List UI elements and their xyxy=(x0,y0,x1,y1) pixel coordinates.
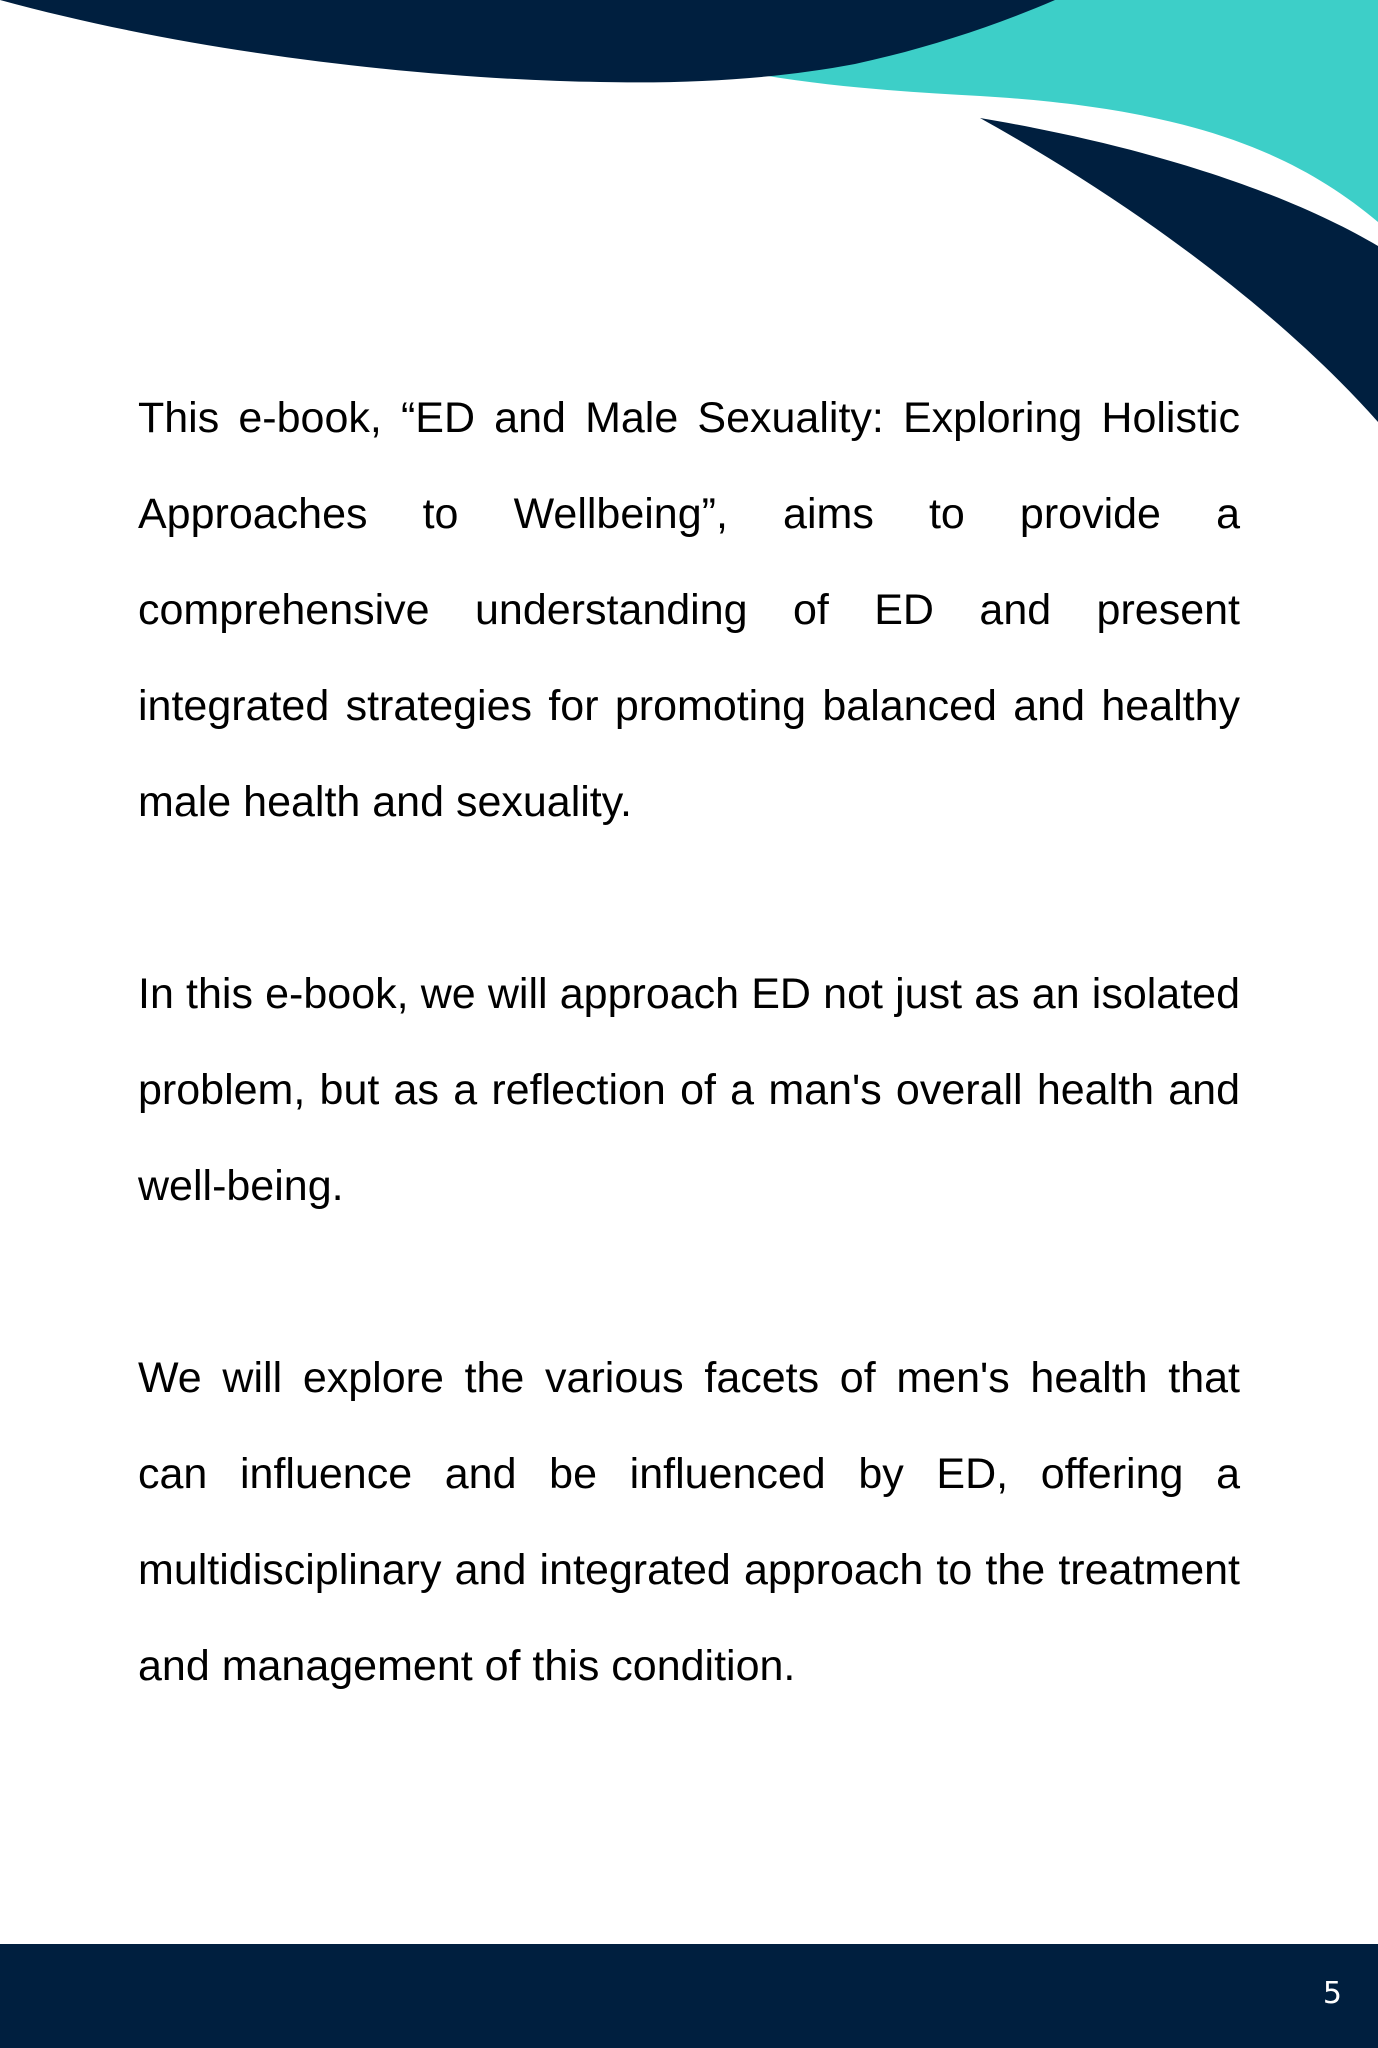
main-text-content xyxy=(138,370,1240,1810)
footer-bar xyxy=(0,1944,1378,2048)
approach-paragraph: In this e-book, we will approach ED not just as an isolated problem, but as a reflection of a man's overall health and well-being. xyxy=(138,970,1240,1210)
explore-paragraph: We will explore the various facets of men's health that can influence and be influenced by ED, offering a multidisciplinary and integrated approach to the treatment and management of this condition. xyxy=(138,1354,1240,1690)
page-number: 5 xyxy=(1322,1976,1342,2011)
intro-paragraph: This e-book, “ED and Male Sexuality: Exploring Holistic Approaches to Wellbeing”, aims to provide a comprehensive understanding of ED and present integrated strategies for promoting balanced and healthy male health and sexuality. xyxy=(138,394,1240,826)
